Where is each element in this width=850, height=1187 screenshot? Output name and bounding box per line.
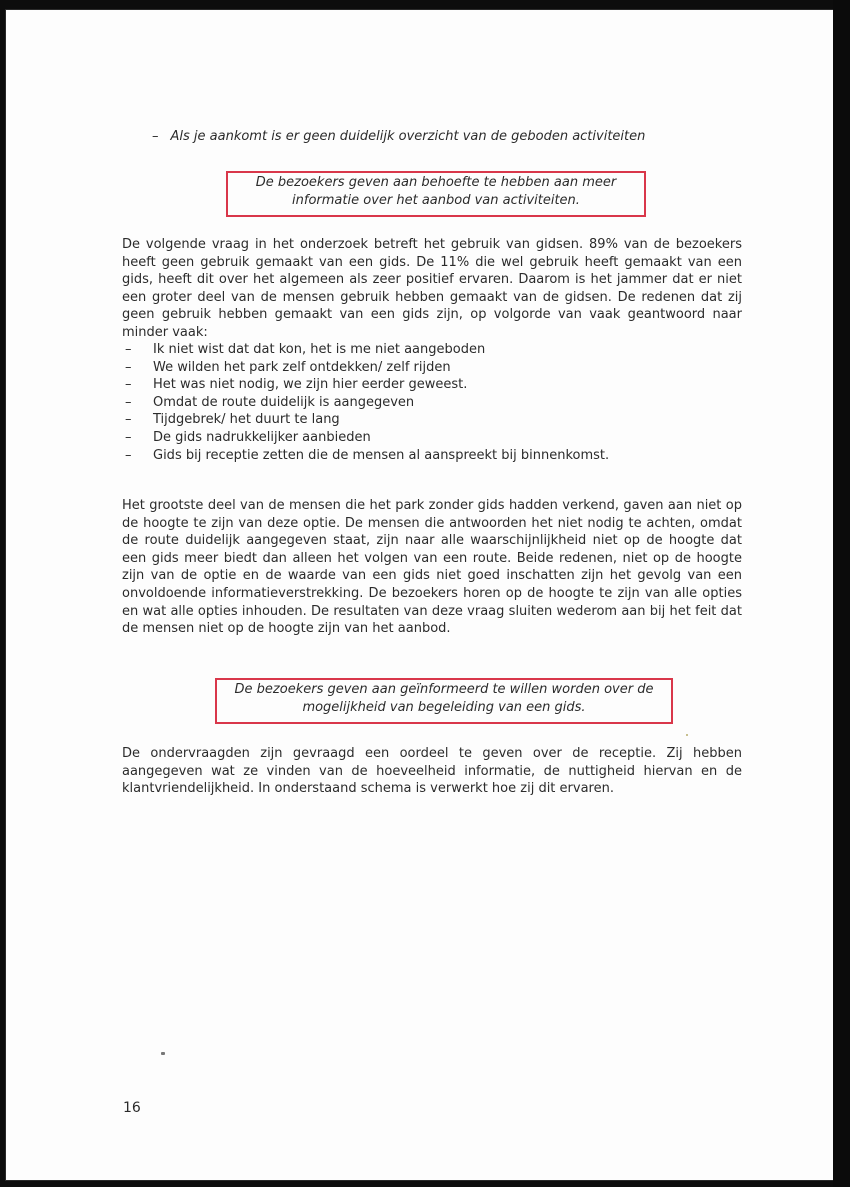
scan-border <box>833 0 850 1187</box>
paragraph-guides: De volgende vraag in het onderzoek betreft het gebruik van gidsen. 89% van de bezoekers heeft geen gebruik gemaakt van een gids. De 11% die wel gebruik heeft gemaakt van een gids, heeft dit over het algemeen als zeer positief ervaren. Daarom is het jammer dat er niet een groter deel van de mensen gebruik hebben gemaakt van de gidsen. De redenen dat zij geen gebruik hebben gemaakt van een gids zijn, op volgorde van vaak geantwoord naar minder vaak: <box>122 237 742 340</box>
callout-box-1 <box>226 171 646 217</box>
list-item: – We wilden het park zelf ontdekken/ zelf rijden <box>125 359 451 375</box>
callout-1-line-2: informatie over het aanbod van activiteiten. <box>292 193 580 208</box>
callout-2-line-1: De bezoekers geven aan geïnformeerd te willen worden over de <box>234 682 654 697</box>
intro-bullet <box>152 128 645 146</box>
paragraph-analysis: Het grootste deel van de mensen die het park zonder gids hadden verkend, gaven aan niet op de hoogte te zijn van deze optie. De mensen die antwoorden het niet nodig te achten, omdat de route duidelijk aangegeven staat, zijn naar alle waarschijnlijkheid niet op de hoogte dat een gids meer biedt dan alleen het volgen van een route. Beide redenen, niet op de hoogte zijn van de optie en de waarde van een gids niet goed inschatten zijn het gevolg van een onvoldoende informatieverstrekking. De bezoekers horen op de hoogte te zijn van alle opties en wat alle opties inhouden. De resultaten van deze vraag sluiten wederom aan bij het feit dat de mensen niet op de hoogte zijn van het aanbod. <box>122 498 742 637</box>
list-item: – Het was niet nodig, we zijn hier eerder geweest. <box>125 377 468 393</box>
callout-box-2 <box>215 678 673 724</box>
paragraph-reception: De ondervraagden zijn gevraagd een oordeel te geven over de receptie. Zij hebben aangegeven wat ze vinden van de hoeveelheid informatie, de nuttigheid hiervan en de klantvriendelijkheid. In onderstaand schema is verwerkt hoe zij dit ervaren. <box>122 746 742 797</box>
intro-bullet-text: Als je aankomt is er geen duidelijk overzicht van de geboden activiteiten <box>170 129 646 144</box>
list-item: – Gids bij receptie zetten die de mensen al aanspreekt bij binnenkomst. <box>125 447 610 463</box>
list-item: – De gids nadrukkelijker aanbieden <box>125 429 371 445</box>
callout-2-line-2: mogelijkheid van begeleiding van een gids. <box>302 700 586 715</box>
list-item: – Tijdgebrek/ het duurt te lang <box>125 412 340 428</box>
callout-1-line-1: De bezoekers geven aan behoefte te hebben aan meer <box>255 175 617 190</box>
document-page <box>6 10 833 1180</box>
scan-speck <box>686 734 688 736</box>
bullet-dash: – <box>152 129 159 144</box>
reasons-list <box>122 341 742 464</box>
list-item: – Omdat de route duidelijk is aangegeven <box>125 394 415 410</box>
scan-speck <box>161 1052 165 1055</box>
page-number: 16 <box>123 1100 141 1116</box>
list-item: – Ik niet wist dat dat kon, het is me niet aangeboden <box>125 342 486 357</box>
